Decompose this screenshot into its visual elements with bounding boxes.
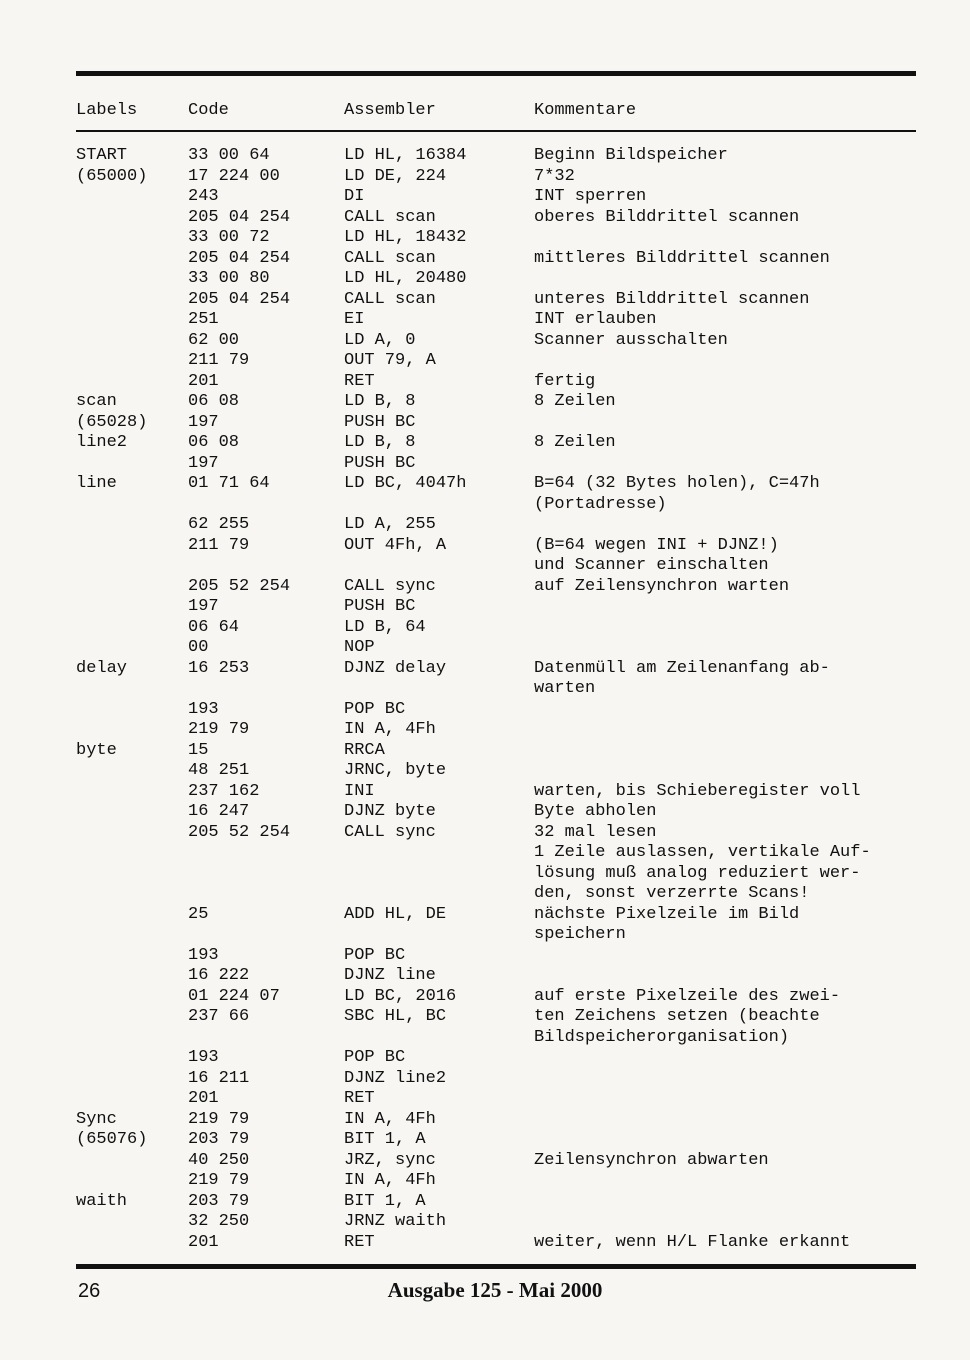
row-assembler: LD HL, 18432 xyxy=(344,228,467,247)
listing-row xyxy=(0,1151,970,1172)
row-code: 197 xyxy=(188,597,219,616)
row-assembler: LD B, 64 xyxy=(344,617,426,637)
row-comment: nächste Pixelzeile im Bild xyxy=(534,904,800,924)
listing-row xyxy=(0,167,970,188)
listing-row xyxy=(0,720,970,741)
listing-row xyxy=(0,1048,970,1069)
row-comment: warten xyxy=(534,679,596,698)
row-assembler: DJNZ line2 xyxy=(344,1068,447,1088)
row-assembler: LD BC, 4047h xyxy=(344,474,467,493)
listing-row xyxy=(0,823,970,844)
listing-row xyxy=(0,782,970,803)
listing-row xyxy=(0,966,970,987)
header-labels: Labels xyxy=(76,101,138,120)
listing-row xyxy=(0,474,970,495)
row-comment: warten, bis Schieberegister voll xyxy=(534,781,861,801)
row-assembler: LD B, 8 xyxy=(344,392,416,411)
row-code: 62 00 xyxy=(188,330,240,350)
listing-row xyxy=(0,310,970,331)
row-code: 205 04 254 xyxy=(188,248,291,268)
row-label: line2 xyxy=(76,433,128,452)
row-label: delay xyxy=(76,658,128,678)
listing-row xyxy=(0,597,970,618)
listing-row xyxy=(0,864,970,885)
assembler-listing xyxy=(0,146,970,1253)
row-label: scan xyxy=(76,392,117,411)
listing-row xyxy=(0,946,970,967)
listing-row xyxy=(0,228,970,249)
listing-row xyxy=(0,454,970,475)
row-comment: 8 Zeilen xyxy=(534,433,616,452)
row-code: 16 211 xyxy=(188,1068,250,1088)
row-assembler: RET xyxy=(344,1089,375,1108)
header-assembler: Assembler xyxy=(344,101,436,120)
page-number: 26 xyxy=(78,1280,101,1302)
row-assembler: IN A, 4Fh xyxy=(344,1171,436,1190)
row-assembler: RET xyxy=(344,371,375,391)
row-code: 01 224 07 xyxy=(188,986,280,1006)
header-comments: Kommentare xyxy=(534,101,637,120)
row-assembler: PUSH BC xyxy=(344,412,416,432)
row-comment: Scanner ausschalten xyxy=(534,330,728,350)
row-assembler: DJNZ delay xyxy=(344,658,447,678)
top-rule xyxy=(76,71,916,76)
listing-row xyxy=(0,700,970,721)
row-code: 32 250 xyxy=(188,1212,250,1231)
listing-row xyxy=(0,413,970,434)
row-label: START xyxy=(76,146,128,165)
listing-row xyxy=(0,843,970,864)
row-assembler: DJNZ line xyxy=(344,966,436,985)
row-code: 16 247 xyxy=(188,802,250,821)
listing-row xyxy=(0,249,970,270)
listing-row xyxy=(0,372,970,393)
row-code: 219 79 xyxy=(188,1171,250,1190)
listing-row xyxy=(0,884,970,905)
listing-row xyxy=(0,618,970,639)
row-assembler: PUSH BC xyxy=(344,453,416,473)
row-label: (65076) xyxy=(76,1130,148,1149)
row-assembler: NOP xyxy=(344,638,375,657)
header-code: Code xyxy=(188,101,229,120)
row-code: 197 xyxy=(188,453,219,473)
row-comment: Bildspeicherorganisation) xyxy=(534,1027,790,1047)
row-code: 237 162 xyxy=(188,781,260,801)
listing-row xyxy=(0,1212,970,1233)
row-code: 197 xyxy=(188,412,219,432)
listing-row xyxy=(0,659,970,680)
row-code: 205 52 254 xyxy=(188,576,291,596)
listing-row xyxy=(0,208,970,229)
row-comment: lösung muß analog reduziert wer- xyxy=(534,863,861,883)
listing-row xyxy=(0,577,970,598)
row-assembler: OUT 4Fh, A xyxy=(344,535,447,555)
row-comment: INT sperren xyxy=(534,187,647,206)
row-code: 201 xyxy=(188,1232,219,1252)
listing-row xyxy=(0,925,970,946)
row-assembler: RRCA xyxy=(344,740,385,760)
row-code: 219 79 xyxy=(188,720,250,739)
row-assembler: POP BC xyxy=(344,1048,406,1067)
row-comment: auf erste Pixelzeile des zwei- xyxy=(534,986,841,1006)
row-code: 205 52 254 xyxy=(188,822,291,842)
row-code: 33 00 80 xyxy=(188,269,270,288)
row-label: line xyxy=(76,474,117,493)
listing-row xyxy=(0,1089,970,1110)
row-code: 17 224 00 xyxy=(188,166,280,186)
listing-row xyxy=(0,392,970,413)
row-comment: Zeilensynchron abwarten xyxy=(534,1150,769,1170)
row-assembler: LD HL, 16384 xyxy=(344,146,467,165)
row-code: 40 250 xyxy=(188,1150,250,1170)
row-code: 193 xyxy=(188,1048,219,1067)
row-comment: fertig xyxy=(534,371,596,391)
row-code: 193 xyxy=(188,945,219,965)
row-code: 203 79 xyxy=(188,1130,250,1149)
row-comment: oberes Bilddrittel scannen xyxy=(534,207,800,227)
bottom-rule xyxy=(76,1264,916,1269)
row-assembler: CALL scan xyxy=(344,289,436,309)
listing-row xyxy=(0,187,970,208)
row-label: waith xyxy=(76,1191,128,1211)
row-assembler: PUSH BC xyxy=(344,597,416,616)
row-code: 243 xyxy=(188,187,219,206)
row-code: 00 xyxy=(188,638,209,657)
listing-row xyxy=(0,515,970,536)
listing-row xyxy=(0,556,970,577)
row-assembler: SBC HL, BC xyxy=(344,1007,447,1026)
row-label: (65028) xyxy=(76,412,148,432)
row-comment: (Portadresse) xyxy=(534,494,667,514)
issue-title: Ausgabe 125 - Mai 2000 xyxy=(387,1278,603,1302)
row-comment: 32 mal lesen xyxy=(534,822,657,842)
row-assembler: IN A, 4Fh xyxy=(344,720,436,739)
table-header xyxy=(0,101,970,123)
listing-row xyxy=(0,433,970,454)
row-comment: ten Zeichens setzen (beachte xyxy=(534,1007,820,1026)
row-assembler: JRNZ waith xyxy=(344,1212,447,1231)
row-comment: (B=64 wegen INI + DJNZ!) xyxy=(534,535,779,555)
row-label: (65000) xyxy=(76,166,148,186)
row-code: 251 xyxy=(188,310,219,329)
row-comment: Byte abholen xyxy=(534,802,657,821)
row-assembler: BIT 1, A xyxy=(344,1191,426,1211)
row-code: 33 00 72 xyxy=(188,228,270,247)
row-code: 15 xyxy=(188,740,209,760)
row-code: 211 79 xyxy=(188,535,250,555)
listing-row xyxy=(0,495,970,516)
row-comment: Datenmüll am Zeilenanfang ab- xyxy=(534,658,830,678)
row-assembler: IN A, 4Fh xyxy=(344,1109,436,1129)
row-comment: 1 Zeile auslassen, vertikale Auf- xyxy=(534,843,871,862)
row-code: 237 66 xyxy=(188,1007,250,1026)
row-code: 219 79 xyxy=(188,1109,250,1129)
row-code: 205 04 254 xyxy=(188,207,291,227)
row-assembler: EI xyxy=(344,310,365,329)
row-code: 211 79 xyxy=(188,351,250,370)
row-assembler: DI xyxy=(344,187,365,206)
row-comment: 7*32 xyxy=(534,166,575,186)
row-label: Sync xyxy=(76,1109,117,1129)
row-comment: INT erlauben xyxy=(534,310,657,329)
row-assembler: CALL scan xyxy=(344,207,436,227)
listing-row xyxy=(0,1110,970,1131)
listing-row xyxy=(0,905,970,926)
row-code: 33 00 64 xyxy=(188,146,270,165)
row-comment: 8 Zeilen xyxy=(534,392,616,411)
listing-row xyxy=(0,331,970,352)
row-comment: mittleres Bilddrittel scannen xyxy=(534,248,830,268)
listing-row xyxy=(0,987,970,1008)
row-assembler: CALL sync xyxy=(344,576,436,596)
row-assembler: POP BC xyxy=(344,699,406,719)
row-code: 16 222 xyxy=(188,966,250,985)
row-code: 25 xyxy=(188,904,209,924)
listing-row xyxy=(0,269,970,290)
listing-row xyxy=(0,1028,970,1049)
listing-row xyxy=(0,1007,970,1028)
row-assembler: BIT 1, A xyxy=(344,1130,426,1149)
listing-row xyxy=(0,290,970,311)
row-code: 06 08 xyxy=(188,392,240,411)
row-assembler: INI xyxy=(344,781,375,801)
row-comment: B=64 (32 Bytes holen), C=47h xyxy=(534,474,820,493)
row-comment: unteres Bilddrittel scannen xyxy=(534,289,810,309)
listing-row xyxy=(0,1069,970,1090)
listing-row xyxy=(0,146,970,167)
row-assembler: CALL sync xyxy=(344,822,436,842)
row-code: 06 08 xyxy=(188,433,240,452)
row-code: 193 xyxy=(188,699,219,719)
listing-row xyxy=(0,761,970,782)
listing-row xyxy=(0,351,970,372)
row-assembler: RET xyxy=(344,1232,375,1252)
row-assembler: JRZ, sync xyxy=(344,1150,436,1170)
row-assembler: LD BC, 2016 xyxy=(344,986,457,1006)
listing-row xyxy=(0,802,970,823)
row-assembler: LD A, 0 xyxy=(344,330,416,350)
listing-row xyxy=(0,1233,970,1254)
row-comment: den, sonst verzerrte Scans! xyxy=(534,884,810,903)
row-code: 205 04 254 xyxy=(188,289,291,309)
row-code: 201 xyxy=(188,371,219,391)
row-assembler: CALL scan xyxy=(344,248,436,268)
row-assembler: ADD HL, DE xyxy=(344,904,447,924)
row-assembler: LD HL, 20480 xyxy=(344,269,467,288)
row-comment: Beginn Bildspeicher xyxy=(534,146,728,165)
listing-row xyxy=(0,679,970,700)
row-assembler: POP BC xyxy=(344,945,406,965)
row-code: 01 71 64 xyxy=(188,474,270,493)
row-assembler: LD B, 8 xyxy=(344,433,416,452)
row-code: 06 64 xyxy=(188,617,240,637)
row-assembler: JRNC, byte xyxy=(344,761,447,780)
row-comment: auf Zeilensynchron warten xyxy=(534,576,790,596)
row-code: 62 255 xyxy=(188,515,250,534)
row-assembler: LD DE, 224 xyxy=(344,166,447,186)
row-assembler: OUT 79, A xyxy=(344,351,436,370)
row-code: 48 251 xyxy=(188,761,250,780)
listing-row xyxy=(0,1192,970,1213)
row-code: 203 79 xyxy=(188,1191,250,1211)
listing-row xyxy=(0,536,970,557)
row-comment: und Scanner einschalten xyxy=(534,556,769,575)
row-assembler: DJNZ byte xyxy=(344,802,436,821)
listing-row xyxy=(0,1171,970,1192)
listing-row xyxy=(0,638,970,659)
listing-row xyxy=(0,1130,970,1151)
listing-row xyxy=(0,741,970,762)
row-comment: speichern xyxy=(534,925,626,944)
header-rule xyxy=(76,130,916,132)
row-comment: weiter, wenn H/L Flanke erkannt xyxy=(534,1232,851,1252)
row-label: byte xyxy=(76,740,117,760)
row-code: 201 xyxy=(188,1089,219,1108)
row-assembler: LD A, 255 xyxy=(344,515,436,534)
row-code: 16 253 xyxy=(188,658,250,678)
